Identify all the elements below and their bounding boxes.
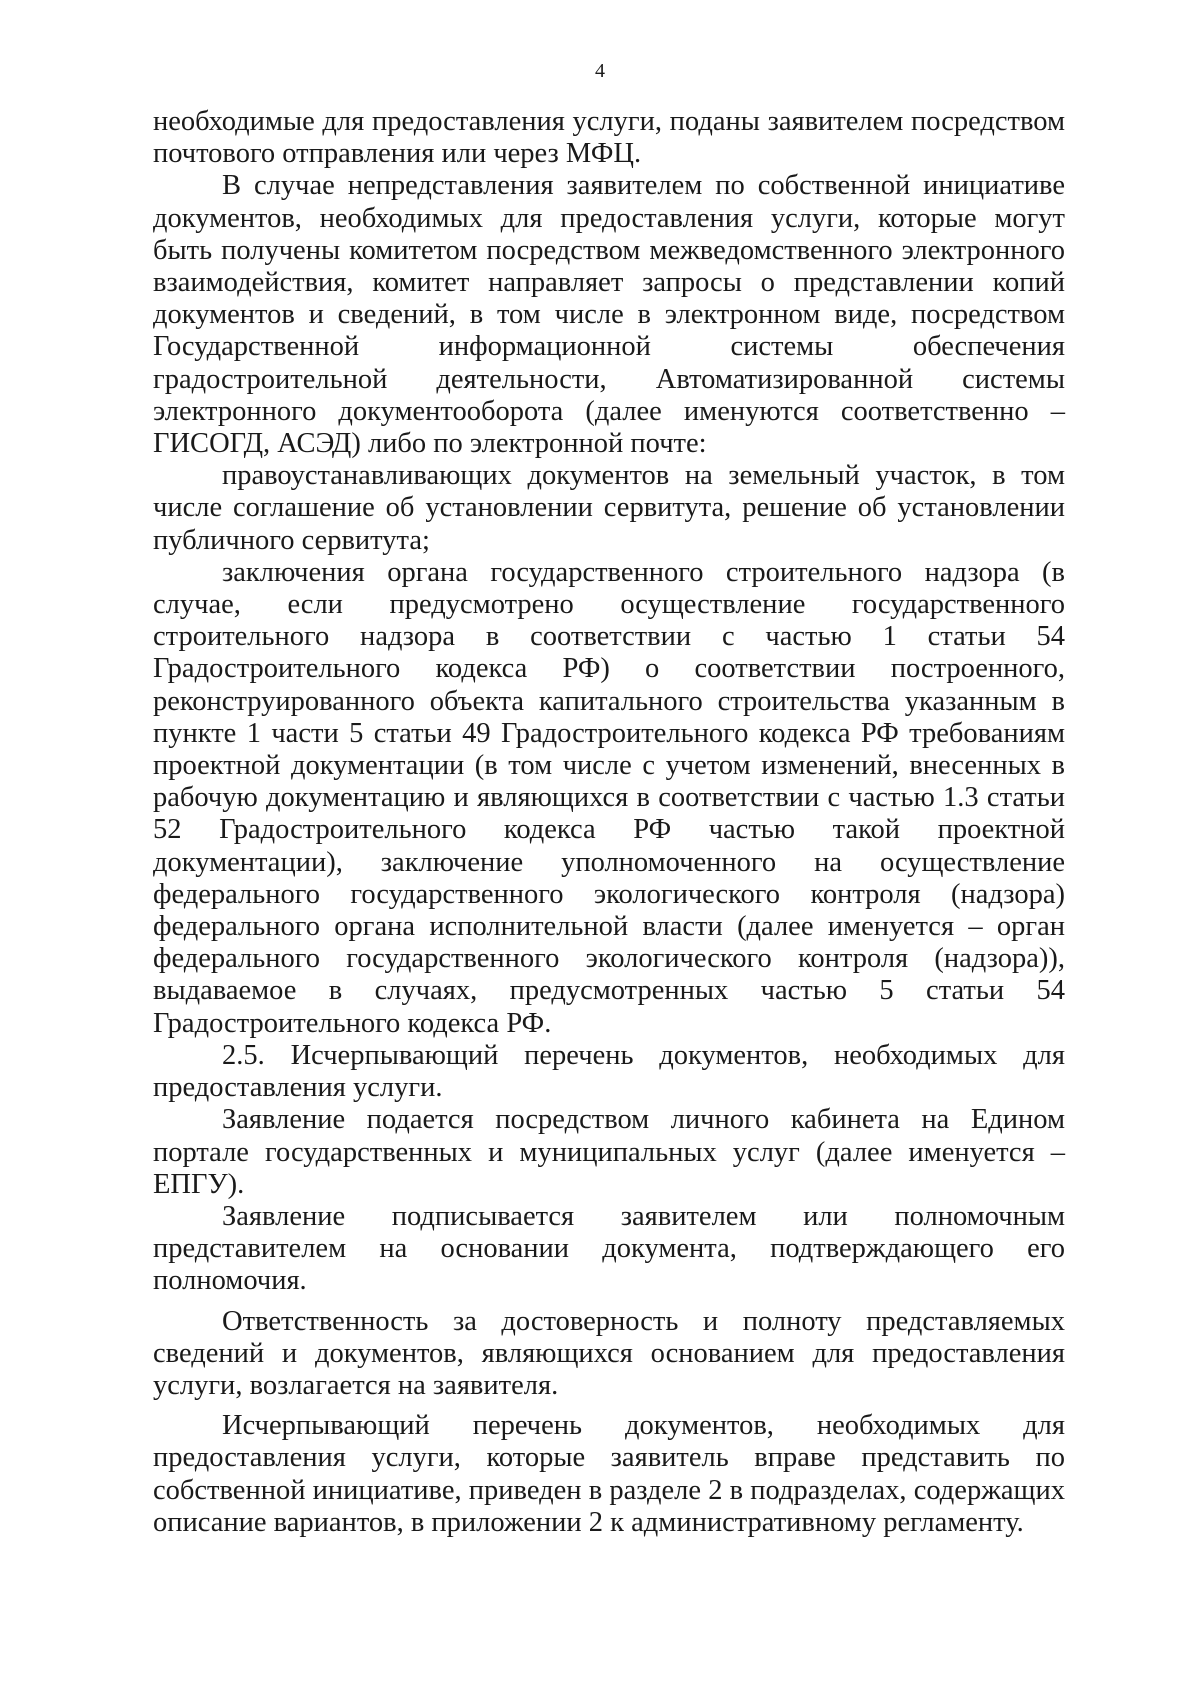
paragraph-supervision-conclusions: заключения органа государственного строительного надзора (в случае, если предусмотрено осуществление государственного строительного надзора в соответствии с частью 1 статьи 54 Градостроительного кодекса РФ) о соответствии построенного, реконструированного объекта капитального строительства указанным в пункте 1 части 5 статьи 49 Градостроительного кодекса РФ требованиям проектной документации (в том числе с учетом изменений, внесенных в рабочую документацию и являющихся в соответствии с частью 1.3 статьи 52 Градостроительного кодекса РФ частью такой проектной документации), заключение уполномоченного на осуществление федерального государственного экологического контроля (надзора) федерального органа исполнительной власти (далее именуется – орган федерального государственного экологического контроля (надзора)), выдаваемое в случаях, предусмотренных частью 5 статьи 54 Градостроительного кодекса РФ. xyxy=(153,556,1065,1039)
paragraph-land-title-documents: правоустанавливающих документов на земельный участок, в том числе соглашение об установлении сервитута, решение об установлении публичного сервитута; xyxy=(153,460,1065,556)
paragraph-application-submission: Заявление подается посредством личного кабинета на Едином портале государственных и муниципальных услуг (далее именуется – ЕПГУ). xyxy=(153,1104,1065,1200)
section-2-5-heading: 2.5. Исчерпывающий перечень документов, необходимых для предоставления услуги. xyxy=(153,1039,1065,1104)
paragraph-application-signature: Заявление подписывается заявителем или полномочным представителем на основании документа, подтверждающего его полномочия. xyxy=(153,1200,1065,1297)
document-body xyxy=(153,106,1065,1539)
paragraph-optional-documents: Исчерпывающий перечень документов, необходимых для предоставления услуги, которые заявитель вправе представить по собственной инициативе, приведен в разделе 2 в подразделах, содержащих описание вариантов, в приложении 2 к административному регламенту. xyxy=(153,1410,1065,1538)
paragraph-applicant-responsibility: Ответственность за достоверность и полноту представляемых сведений и документов, являющихся основанием для предоставления услуги, возлагается на заявителя. xyxy=(153,1305,1065,1401)
paragraph-continuation: необходимые для предоставления услуги, поданы заявителем посредством почтового отправления или через МФЦ. xyxy=(153,106,1065,170)
paragraph-interagency-requests: В случае непредставления заявителем по собственной инициативе документов, необходимых для предоставления услуги, которые могут быть получены комитетом посредством межведомственного электронного взаимодействия, комитет направляет запросы о представлении копий документов и сведений, в том числе в электронном виде, посредством Государственной информационной системы обеспечения градостроительной деятельности, Автоматизированной системы электронного документооборота (далее именуются соответственно – ГИСОГД, АСЭД) либо по электронной почте: xyxy=(153,170,1065,460)
page-number: 4 xyxy=(595,60,605,82)
